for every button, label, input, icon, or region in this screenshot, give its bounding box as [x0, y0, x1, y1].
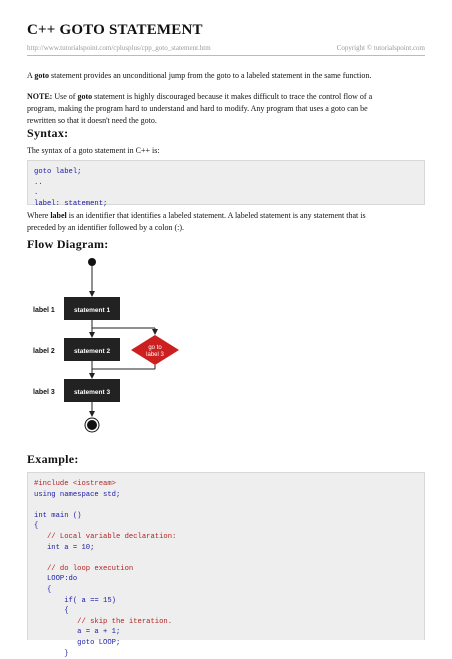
code-line: // do loop execution — [34, 564, 418, 575]
source-url[interactable]: http://www.tutorialspoint.com/cplusplus/cpp_goto_statement.htm — [27, 44, 211, 52]
code-line: using namespace std; — [34, 490, 418, 501]
code-line: goto LOOP; — [34, 638, 418, 649]
code-line: . — [34, 188, 418, 199]
statement-3-text: statement 3 — [74, 389, 111, 396]
code-line: int main () — [34, 511, 418, 522]
statement-2-text: statement 2 — [74, 348, 111, 355]
code-line: LOOP:do — [34, 574, 418, 585]
where-paragraph: Where label is an identifier that identifies a labeled statement. A labeled statement is any statement that is preceded by an identifier followed by a colon (:). — [27, 210, 425, 234]
note-label: NOTE: — [27, 92, 52, 101]
copyright-notice: Copyright © tutorialspoint.com — [337, 44, 425, 52]
note-paragraph: NOTE: Use of goto statement is highly discouraged because it makes difficult to trace the control flow of a program, making the program hard to understand and hard to modify. Any program that uses a goto can be rewritten so that it doesn't need the goto. — [27, 91, 425, 127]
code-line: // Local variable declaration: — [34, 532, 418, 543]
label-3-text: label 3 — [33, 389, 55, 396]
example-code-block — [27, 472, 425, 640]
code-line — [34, 500, 418, 511]
header-divider — [27, 55, 425, 56]
example-heading: Example: — [27, 452, 79, 467]
statement-2-box — [64, 338, 120, 361]
decision-line-1: go to — [148, 345, 162, 351]
syntax-heading: Syntax: — [27, 126, 68, 141]
decision-line-2: label 3 — [146, 352, 164, 358]
code-line: goto label; — [34, 167, 418, 178]
code-line: { — [34, 606, 418, 617]
code-line: int a = 10; — [34, 543, 418, 554]
statement-3-box — [64, 379, 120, 402]
code-line: label: statement; — [34, 199, 418, 210]
code-line: } — [34, 649, 418, 659]
flow-diagram-heading: Flow Diagram: — [27, 237, 109, 252]
code-line: { — [34, 585, 418, 596]
code-line — [34, 553, 418, 564]
code-line: // skip the iteration. — [34, 617, 418, 628]
end-node — [85, 418, 99, 432]
label-2-text: label 2 — [33, 348, 55, 355]
syntax-description: The syntax of a goto statement in C++ is: — [27, 145, 425, 157]
flow-diagram — [27, 250, 327, 440]
syntax-code-block — [27, 160, 425, 205]
page-title: C++ GOTO STATEMENT — [27, 22, 203, 39]
decision-node — [131, 335, 179, 365]
code-line: if( a == 15) — [34, 596, 418, 607]
code-line: #include <iostream> — [34, 479, 418, 490]
intro-paragraph: A goto statement provides an unconditional jump from the goto to a labeled statement in the same function. — [27, 70, 425, 82]
code-line: a = a + 1; — [34, 627, 418, 638]
label-1-text: label 1 — [33, 307, 55, 314]
start-node — [88, 258, 96, 266]
statement-1-box — [64, 297, 120, 320]
code-line: { — [34, 521, 418, 532]
code-line: .. — [34, 178, 418, 189]
statement-1-text: statement 1 — [74, 307, 111, 314]
